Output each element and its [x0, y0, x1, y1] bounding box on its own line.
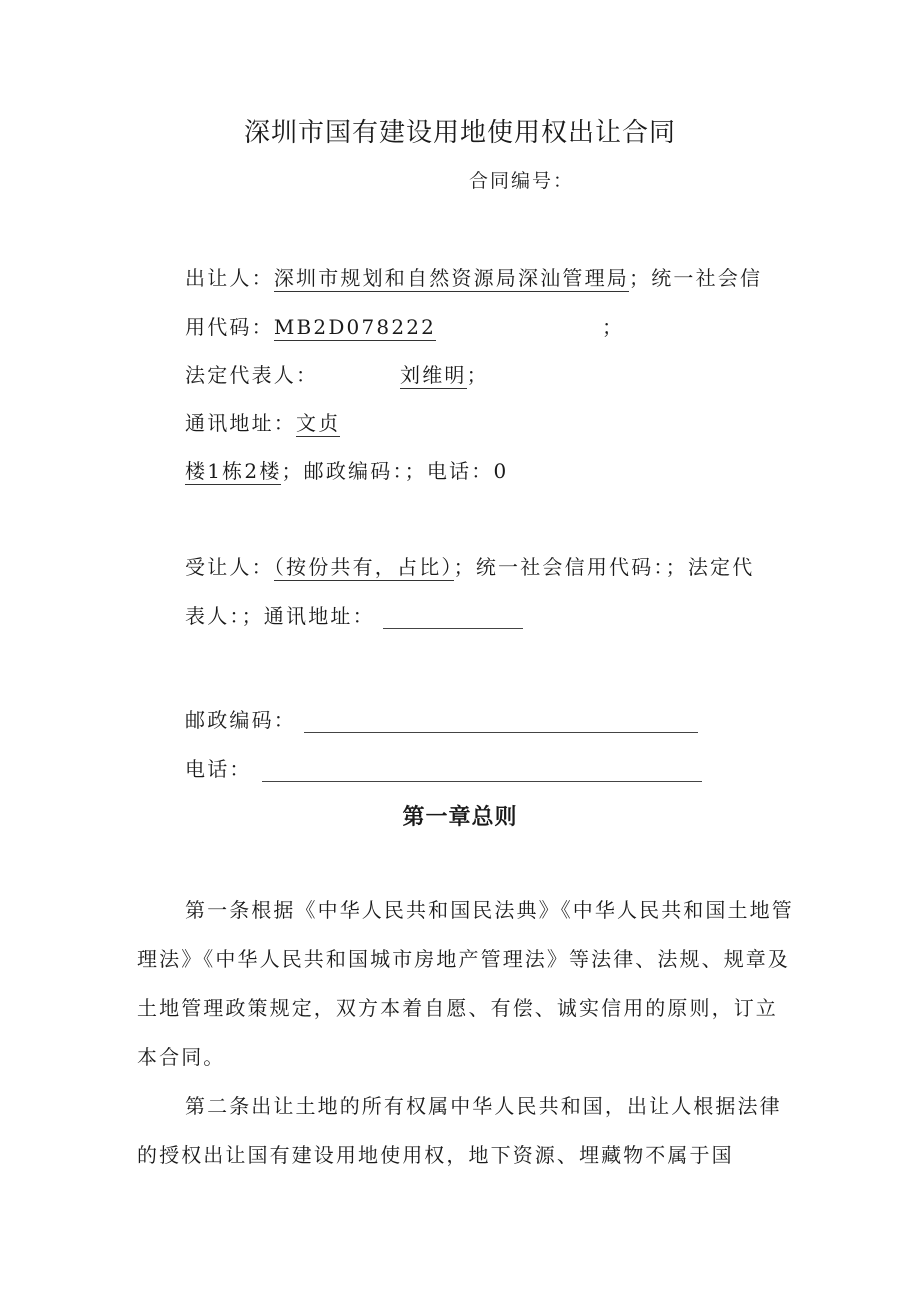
grantor-rep-end: ；	[466, 363, 489, 387]
grantee-postal-label: 邮政编码：	[185, 708, 296, 732]
grantor-address-label: 通讯地址：	[185, 411, 296, 435]
chapter-title: 第一章总则	[402, 805, 518, 830]
grantor-address-line	[185, 407, 340, 436]
grantor-rep-name: 刘维明	[400, 363, 467, 387]
grantee-rep-address: 表人：；通讯地址：	[185, 604, 375, 628]
article-1: 第一条根据《中华人民共和国民法典》《中华人民共和国土地管理法》《中华人民共和国城市房地产管理法》等法律、法规、规章及土地管理政策规定，双方本着自愿、有偿、诚实信用的原则，订立本合同。	[137, 898, 794, 1069]
contract-number-label: 合同编号：	[469, 170, 575, 192]
grantee-line-2	[185, 600, 523, 629]
grantor-credit-label-1: ；统一社会信	[629, 266, 763, 290]
grantor-address-part2: 楼1栋2楼	[185, 459, 282, 483]
grantor-rep-label: 法定代表人：	[185, 363, 319, 387]
article-2: 第二条出让土地的所有权属中华人民共和国，出让人根据法律的授权出让国有建设用地使用权，地下资源、埋藏物不属于国	[137, 1094, 782, 1167]
grantee-postal-line	[185, 704, 698, 733]
grantor-credit-end: ；	[602, 315, 625, 339]
grantor-address-part1: 文贞	[296, 411, 341, 435]
grantee-name: （按份共有，占比）	[273, 555, 454, 579]
grantor-label: 出让人：	[185, 266, 274, 290]
grantee-phone-line	[185, 753, 702, 782]
grantor-line-2	[185, 311, 436, 340]
grantor-credit-code: MB2D078222	[273, 315, 437, 339]
grantee-line-1	[185, 551, 754, 580]
grantee-phone-blank	[262, 761, 702, 782]
grantor-line-1	[185, 262, 762, 291]
contract-title: 深圳市国有建设用地使用权出让合同	[243, 118, 676, 148]
grantee-postal-blank	[304, 712, 698, 733]
grantor-name: 深圳市规划和自然资源局深汕管理局	[273, 266, 630, 290]
grantor-rep-line	[400, 359, 489, 388]
grantor-credit-label-2: 用代码：	[185, 315, 274, 339]
grantee-line1-rest: ；统一社会信用代码：；法定代	[453, 555, 755, 579]
grantor-address-line-2	[185, 455, 508, 484]
grantee-address-blank	[383, 608, 523, 629]
grantor-postal-phone: ；邮政编码：；电话：0	[281, 459, 509, 483]
grantee-phone-label: 电话：	[185, 757, 252, 781]
grantee-label: 受让人：	[185, 555, 274, 579]
